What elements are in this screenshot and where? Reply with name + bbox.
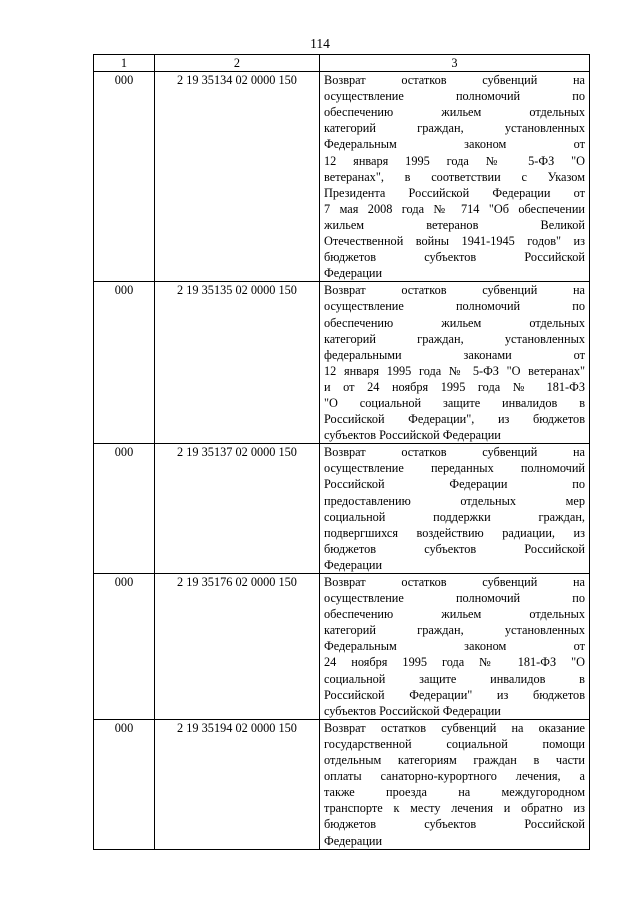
description-line: Президента Российской Федерации от [324,185,585,200]
description-line: оплаты санаторно-курортного лечения, а [324,769,585,784]
admin-code-cell: 000 [94,574,155,720]
description-line: 12 января 1995 года № 5-ФЗ "О [324,153,585,168]
description-line: Возврат остатков субвенций на оказание [324,720,585,735]
description-cell [320,444,590,574]
budget-code-cell: 2 19 35135 02 0000 150 [155,282,320,444]
table-row [94,282,590,444]
description-line: отдельным категориям граждан в части [324,753,585,768]
description-line: жильем ветеранов Великой [324,217,585,232]
description-line: Возврат остатков субвенций на [324,73,585,88]
description-line: Федерации [324,557,383,572]
description-line: социальной поддержки граждан, [324,509,585,524]
description-line: Федеральным законом от [324,639,585,654]
description-line: обеспечению жильем отдельных [324,607,585,622]
description-line: подвергшихся воздействию радиации, из [324,525,585,540]
table-row [94,574,590,720]
budget-code-cell: 2 19 35137 02 0000 150 [155,444,320,574]
page-number: 114 [310,36,330,51]
description-line: категорий граждан, установленных [324,121,585,136]
description-line: также проезда на междугородном [324,785,585,800]
description-line: осуществление полномочий по [324,299,585,314]
description-line: бюджетов субъектов Российской [324,250,585,265]
description-line: транспорте к месту лечения и обратно из [324,801,585,816]
description-line: Российской Федерации", из бюджетов [324,412,585,427]
description-line: Российской Федерации по [324,477,585,492]
description-line: ветеранах", в соответствии с Указом [324,169,585,184]
description-line: 24 ноября 1995 года № 181-ФЗ "О [324,655,585,670]
budget-codes-table [93,54,590,850]
description-line: социальной защите инвалидов в [324,671,585,686]
budget-code-cell: 2 19 35176 02 0000 150 [155,574,320,720]
description-line: и от 24 ноября 1995 года № 181-ФЗ [324,379,585,394]
table-row [94,719,590,849]
description-line: обеспечению жильем отдельных [324,315,585,330]
table-row [94,72,590,282]
budget-code-cell: 2 19 35194 02 0000 150 [155,719,320,849]
description-cell [320,282,590,444]
admin-code-cell: 000 [94,719,155,849]
table-header-row [94,55,590,72]
description-line: осуществление переданных полномочий [324,461,585,476]
budget-code-cell: 2 19 35134 02 0000 150 [155,72,320,282]
description-line: субъектов Российской Федерации [324,428,501,443]
description-line: 12 января 1995 года № 5-ФЗ "О ветеранах" [324,363,585,378]
description-line: бюджетов субъектов Российской [324,817,585,832]
description-line: государственной социальной помощи [324,736,585,751]
description-line: Возврат остатков субвенций на [324,283,585,298]
description-line: федеральными законами от [324,347,585,362]
header-col-2: 2 [155,55,320,72]
header-col-3: 3 [320,55,590,72]
description-line: 7 мая 2008 года № 714 "Об обеспечении [324,201,585,216]
table-row [94,444,590,574]
description-line: Федеральным законом от [324,137,585,152]
description-line: субъектов Российской Федерации [324,703,501,718]
description-cell [320,72,590,282]
description-line: обеспечению жильем отдельных [324,105,585,120]
description-cell [320,719,590,849]
admin-code-cell: 000 [94,282,155,444]
description-line: "О социальной защите инвалидов в [324,395,585,410]
description-line: Федерации [324,833,383,848]
header-col-1: 1 [94,55,155,72]
description-line: осуществление полномочий по [324,89,585,104]
description-line: осуществление полномочий по [324,591,585,606]
description-line: предоставлению отдельных мер [324,493,585,508]
description-cell [320,574,590,720]
description-line: Российской Федерации" из бюджетов [324,687,585,702]
description-line: категорий граждан, установленных [324,331,585,346]
admin-code-cell: 000 [94,72,155,282]
description-line: Возврат остатков субвенций на [324,445,585,460]
description-line: категорий граждан, установленных [324,623,585,638]
description-line: Возврат остатков субвенций на [324,575,585,589]
description-line: Федерации [324,266,383,281]
description-line: Отечественной войны 1941-1945 годов" из [324,234,585,249]
admin-code-cell: 000 [94,444,155,574]
description-line: бюджетов субъектов Российской [324,541,585,556]
